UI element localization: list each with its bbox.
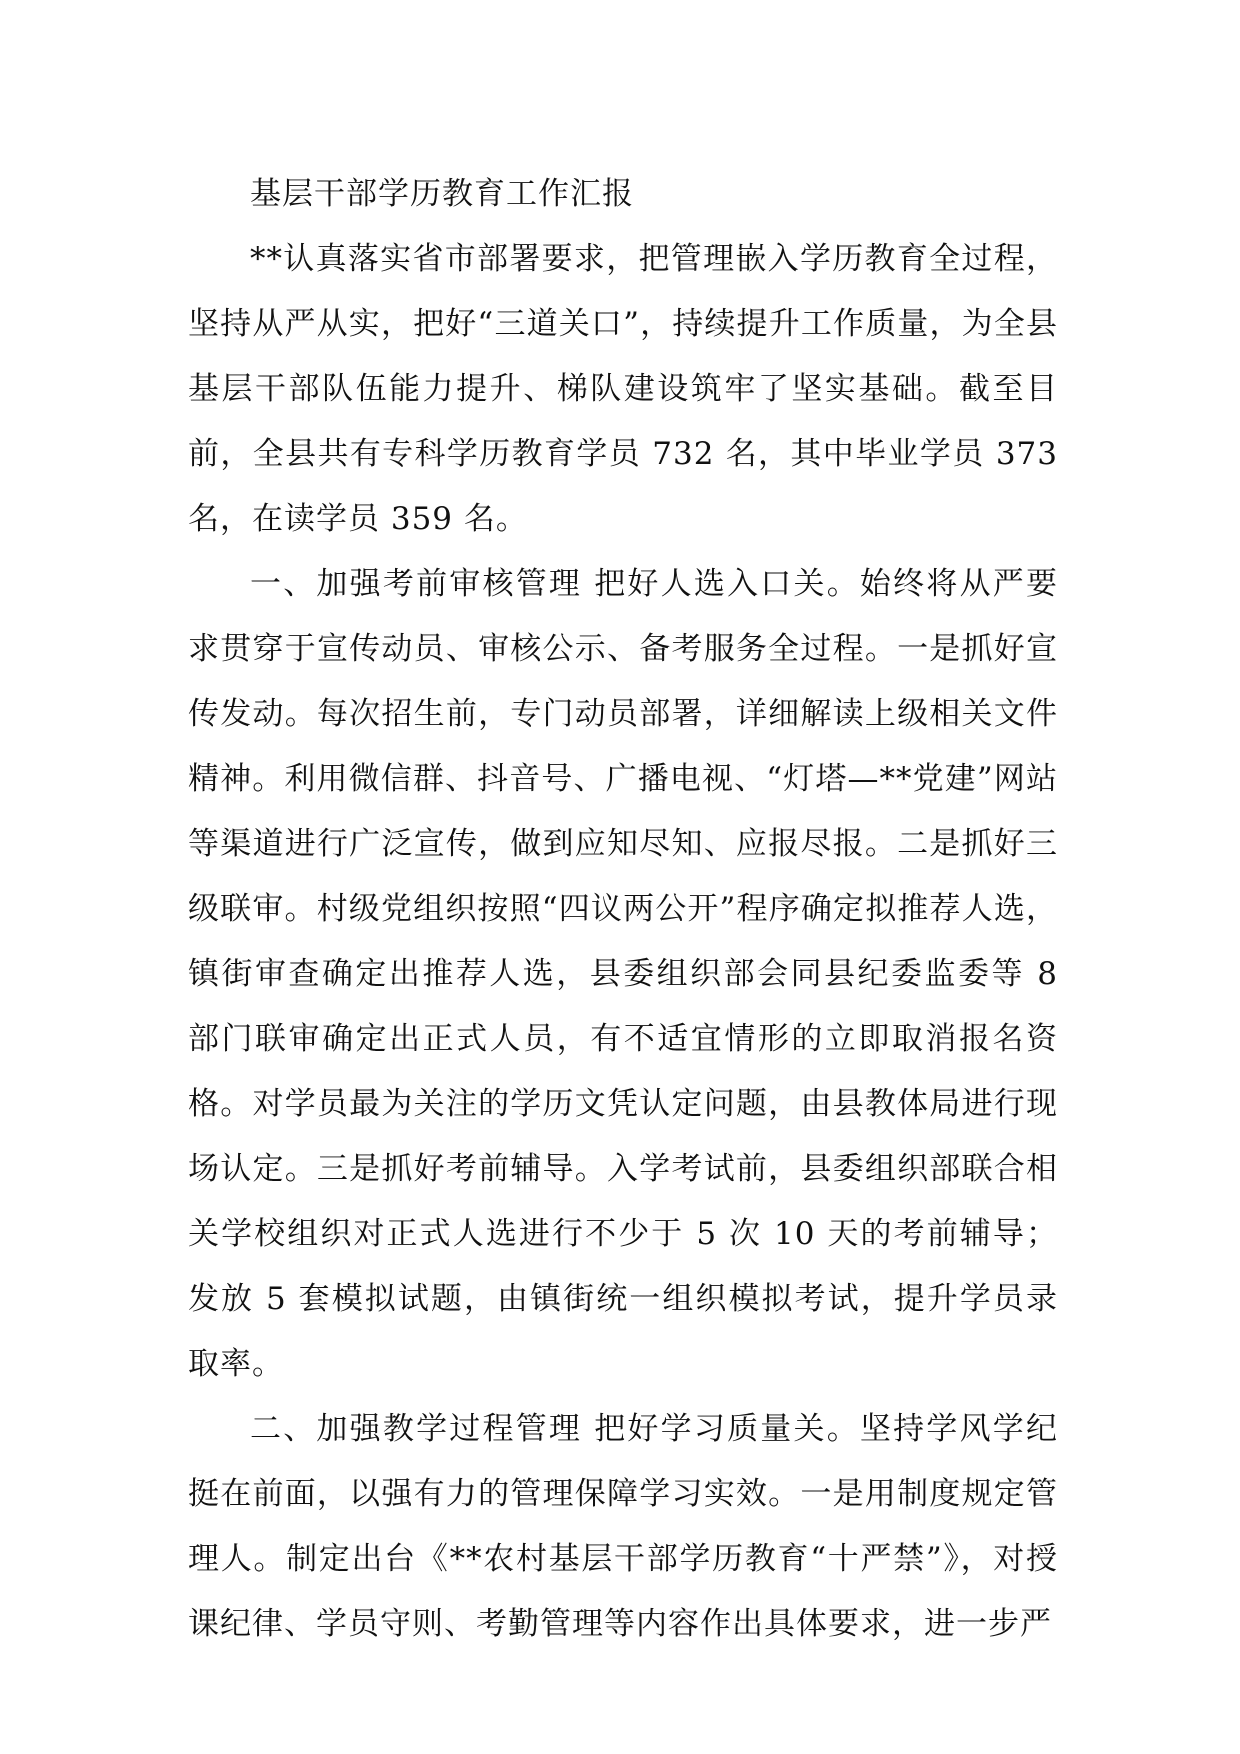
paragraph-section-two: 二、加强教学过程管理 把好学习质量关。坚持学风学纪挺在前面，以强有力的管理保障学习实效。一是用制度规定管理人。制定出台《**农村基层干部学历教育“十严禁”》，对授课纪律、学员守则、考勤管理等内容作出具体要求，进一步严	[188, 1411, 1058, 1642]
paragraph-section-one: 一、加强考前审核管理 把好人选入口关。始终将从严要求贯穿于宣传动员、审核公示、备考服务全过程。一是抓好宣传发动。每次招生前，专门动员部署，详细解读上级相关文件精神。利用微信群、抖音号、广播电视、“灯塔—**党建”网站等渠道进行广泛宣传，做到应知尽知、应报尽报。二是抓好三级联审。村级党组织按照“四议两公开”程序确定拟推荐人选，镇街审查确定出推荐人选，县委组织部会同县纪委监委等 8 部门联审确定出正式人员，有不适宜情形的立即取消报名资格。对学员最为关注的学历文凭认定问题，由县教体局进行现场认定。三是抓好考前辅导。入学考试前，县委组织部联合相关学校组织对正式人选进行不少于 5 次 10 天的考前辅导；发放 5 套模拟试题，由镇街统一组织模拟考试，提升学员录取率。	[188, 566, 1058, 1382]
paragraph-intro: **认真落实省市部署要求，把管理嵌入学历教育全过程，坚持从严从实，把好“三道关口”，持续提升工作质量，为全县基层干部队伍能力提升、梯队建设筑牢了坚实基础。截至目前，全县共有专科学历教育学员 732 名，其中毕业学员 373 名，在读学员 359 名。	[188, 241, 1058, 537]
document-body	[188, 162, 1058, 1657]
document-title: 基层干部学历教育工作汇报	[250, 176, 634, 212]
